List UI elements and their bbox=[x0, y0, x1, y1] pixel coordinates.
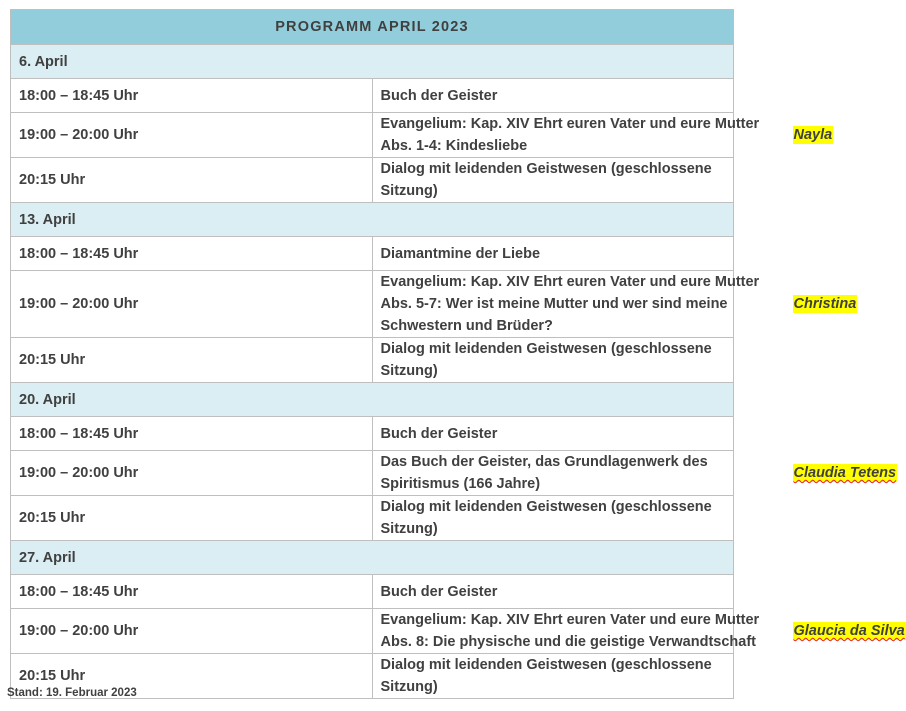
topic-cell bbox=[372, 79, 734, 113]
title-row bbox=[11, 10, 734, 45]
table-row bbox=[11, 609, 734, 654]
time-cell: 18:00 – 18:45 Uhr bbox=[11, 79, 373, 113]
time-cell: 19:00 – 20:00 Uhr bbox=[11, 609, 373, 654]
speaker-badge: Claudia Tetens bbox=[793, 465, 897, 481]
table-row bbox=[11, 496, 734, 541]
date-row bbox=[11, 383, 734, 417]
table-row bbox=[11, 451, 734, 496]
topic-cell bbox=[372, 113, 833, 158]
topic-cell bbox=[372, 417, 734, 451]
topic-cell bbox=[372, 237, 734, 271]
status-date: Stand: 19. Februar 2023 bbox=[7, 687, 137, 699]
topic-text: Dialog mit leidenden Geistwesen (geschlossene Sitzung) bbox=[380, 499, 712, 537]
table-row bbox=[11, 79, 734, 113]
program-container bbox=[10, 9, 905, 699]
table-row bbox=[11, 338, 734, 383]
topic-cell bbox=[372, 338, 734, 383]
date-label: 20. April bbox=[11, 383, 734, 417]
date-row bbox=[11, 203, 734, 237]
topic-text: Evangelium: Kap. XIV Ehrt euren Vater und eure Mutter Abs. 1-4: Kindesliebe bbox=[380, 116, 760, 154]
topic-cell bbox=[372, 271, 857, 338]
time-cell: 18:00 – 18:45 Uhr bbox=[11, 575, 373, 609]
time-cell: 20:15 Uhr bbox=[11, 496, 373, 541]
table-row bbox=[11, 575, 734, 609]
time-cell: 19:00 – 20:00 Uhr bbox=[11, 451, 373, 496]
date-row bbox=[11, 45, 734, 79]
time-cell: 20:15 Uhr bbox=[11, 158, 373, 203]
topic-text: Buch der Geister bbox=[380, 425, 498, 442]
table-row bbox=[11, 271, 734, 338]
table-row bbox=[11, 158, 734, 203]
date-label: 6. April bbox=[11, 45, 734, 79]
program-title: PROGRAMM APRIL 2023 bbox=[11, 10, 734, 45]
time-cell: 18:00 – 18:45 Uhr bbox=[11, 237, 373, 271]
topic-cell bbox=[372, 654, 734, 699]
time-cell: 19:00 – 20:00 Uhr bbox=[11, 113, 373, 158]
topic-cell bbox=[372, 609, 905, 654]
speaker-badge: Nayla bbox=[793, 127, 833, 143]
topic-text: Dialog mit leidenden Geistwesen (geschlossene Sitzung) bbox=[380, 657, 712, 695]
program-table bbox=[10, 9, 905, 699]
topic-cell bbox=[372, 158, 734, 203]
table-row bbox=[11, 113, 734, 158]
date-label: 27. April bbox=[11, 541, 734, 575]
topic-text: Buch der Geister bbox=[380, 87, 498, 104]
date-row bbox=[11, 541, 734, 575]
topic-cell bbox=[372, 575, 734, 609]
date-label: 13. April bbox=[11, 203, 734, 237]
topic-text: Diamantmine der Liebe bbox=[380, 245, 541, 262]
topic-text: Evangelium: Kap. XIV Ehrt euren Vater und eure Mutter Abs. 5-7: Wer ist meine Mutter und wer sind meine Schwestern und Brüder? bbox=[380, 274, 760, 334]
table-row bbox=[11, 417, 734, 451]
time-cell: 20:15 Uhr bbox=[11, 654, 373, 699]
time-cell: 18:00 – 18:45 Uhr bbox=[11, 417, 373, 451]
speaker-badge: Christina bbox=[793, 296, 857, 312]
topic-text: Das Buch der Geister, das Grundlagenwerk des Spiritismus (166 Jahre) bbox=[380, 454, 708, 492]
topic-cell bbox=[372, 496, 734, 541]
topic-text: Dialog mit leidenden Geistwesen (geschlossene Sitzung) bbox=[380, 341, 712, 379]
table-row bbox=[11, 237, 734, 271]
time-cell: 19:00 – 20:00 Uhr bbox=[11, 271, 373, 338]
topic-cell bbox=[372, 451, 897, 496]
topic-text: Dialog mit leidenden Geistwesen (geschlossene Sitzung) bbox=[380, 161, 712, 199]
time-cell: 20:15 Uhr bbox=[11, 338, 373, 383]
topic-text: Evangelium: Kap. XIV Ehrt euren Vater und eure Mutter Abs. 8: Die physische und die geistige Verwandtschaft bbox=[380, 612, 760, 650]
topic-text: Buch der Geister bbox=[380, 583, 498, 600]
speaker-badge: Glaucia da Silva bbox=[793, 623, 905, 639]
